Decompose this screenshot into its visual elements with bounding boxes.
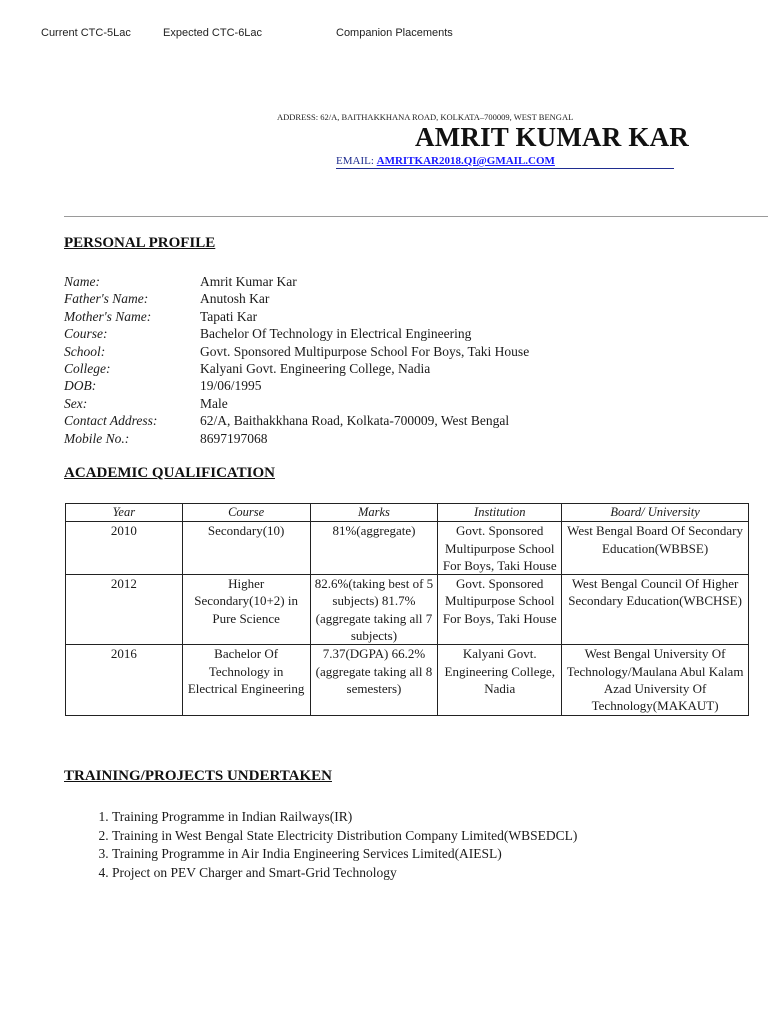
column-header-course: Course — [182, 504, 310, 522]
profile-value: Male — [200, 395, 228, 411]
cell-marks: 7.37(DGPA) 66.2%(aggregate taking all 8 semesters) — [310, 645, 438, 715]
profile-label: DOB: — [64, 378, 97, 394]
list-item: 2. Training in West Bengal State Electricity Distribution Company Limited(WBSEDCL) — [112, 827, 752, 846]
list-item: 1. Training Programme in Indian Railways(IR) — [112, 808, 752, 827]
cell-board: West Bengal Council Of Higher Secondary Education(WBCHSE) — [562, 575, 749, 645]
table-row — [66, 575, 749, 645]
profile-row — [64, 377, 529, 394]
training-list — [88, 808, 752, 882]
personal-profile-heading: PERSONAL PROFILE — [64, 235, 216, 251]
profile-label: School: — [64, 343, 106, 359]
training-projects-heading: TRAINING/PROJECTS UNDERTAKEN — [64, 768, 332, 784]
profile-value: Amrit Kumar Kar — [200, 274, 297, 289]
email-link[interactable]: AMRITKAR2018.QI@GMAIL.COM — [376, 155, 555, 167]
email-line — [336, 155, 674, 169]
cell-marks: 81%(aggregate) — [310, 522, 438, 575]
company-note: Companion Placements — [336, 27, 453, 39]
header-address: ADDRESS: 62/A, BAITHAKKHANA ROAD, KOLKATA–700009, WEST BENGAL — [277, 112, 574, 122]
personal-profile-list — [64, 273, 529, 447]
academic-qualification-heading: ACADEMIC QUALIFICATION — [64, 465, 275, 481]
cell-course: Secondary(10) — [182, 522, 310, 575]
profile-value: 62/A, Baithakkhana Road, Kolkata-700009, West Bengal — [200, 413, 510, 429]
column-header-year: Year — [66, 504, 183, 522]
profile-label: Course: — [64, 326, 108, 342]
cell-course: Bachelor Of Technology in Electrical Engineering — [182, 645, 310, 715]
cell-board: West Bengal University Of Technology/Maulana Abul Kalam Azad University Of Technology(MAKAUT) — [562, 645, 749, 715]
cell-board: West Bengal Board Of Secondary Education(WBBSE) — [562, 522, 749, 575]
email-label: EMAIL: — [336, 155, 377, 167]
profile-label: Father's Name: — [64, 291, 149, 307]
cell-course: Higher Secondary(10+2) in Pure Science — [182, 575, 310, 645]
profile-label: Contact Address: — [64, 413, 158, 429]
list-item: 4. Project on PEV Charger and Smart-Grid Technology — [112, 864, 752, 883]
profile-value: Tapati Kar — [200, 308, 258, 324]
profile-value: 8697197068 — [200, 430, 268, 446]
profile-row — [64, 290, 529, 307]
profile-value: Anutosh Kar — [200, 291, 270, 307]
cell-marks: 82.6%(taking best of 5 subjects) 81.7%(aggregate taking all 7 subjects) — [310, 575, 438, 645]
expected-ctc-note: Expected CTC-6Lac — [163, 27, 263, 39]
column-header-marks: Marks — [310, 504, 438, 522]
table-row — [66, 522, 749, 575]
profile-row — [64, 412, 529, 429]
cell-year: 2016 — [66, 645, 183, 715]
cell-year: 2010 — [66, 522, 183, 575]
column-header-board: Board/ University — [562, 504, 749, 522]
profile-value: Govt. Sponsored Multipurpose School For Boys, Taki House — [200, 343, 530, 359]
cell-institution: Govt. Sponsored Multipurpose School For Boys, Taki House — [438, 522, 562, 575]
profile-label: Mother's Name: — [64, 308, 152, 324]
profile-row — [64, 343, 529, 360]
profile-row — [64, 360, 529, 377]
profile-row — [64, 430, 529, 447]
profile-row — [64, 308, 529, 325]
cell-year: 2012 — [66, 575, 183, 645]
profile-label: Sex: — [64, 395, 88, 411]
profile-row — [64, 273, 529, 290]
academic-table — [65, 503, 749, 716]
list-item: 3. Training Programme in Air India Engineering Services Limited(AIESL) — [112, 845, 752, 864]
header-divider — [64, 216, 768, 217]
cell-institution: Govt. Sponsored Multipurpose School For Boys, Taki House — [438, 575, 562, 645]
profile-label: Mobile No.: — [64, 430, 130, 446]
profile-row — [64, 395, 529, 412]
table-row — [66, 645, 749, 715]
profile-value: 19/06/1995 — [200, 378, 262, 394]
profile-value: Kalyani Govt. Engineering College, Nadia — [200, 361, 431, 377]
candidate-name: AMRIT KUMAR KAR — [415, 122, 689, 152]
profile-label: College: — [64, 361, 111, 377]
profile-label: Name: — [64, 274, 100, 289]
cell-institution: Kalyani Govt. Engineering College, Nadia — [438, 645, 562, 715]
column-header-institution: Institution — [438, 504, 562, 522]
table-header-row — [66, 504, 749, 522]
current-ctc-note: Current CTC-5Lac — [41, 27, 131, 39]
profile-value: Bachelor Of Technology in Electrical Engineering — [200, 326, 472, 342]
profile-row — [64, 325, 529, 342]
